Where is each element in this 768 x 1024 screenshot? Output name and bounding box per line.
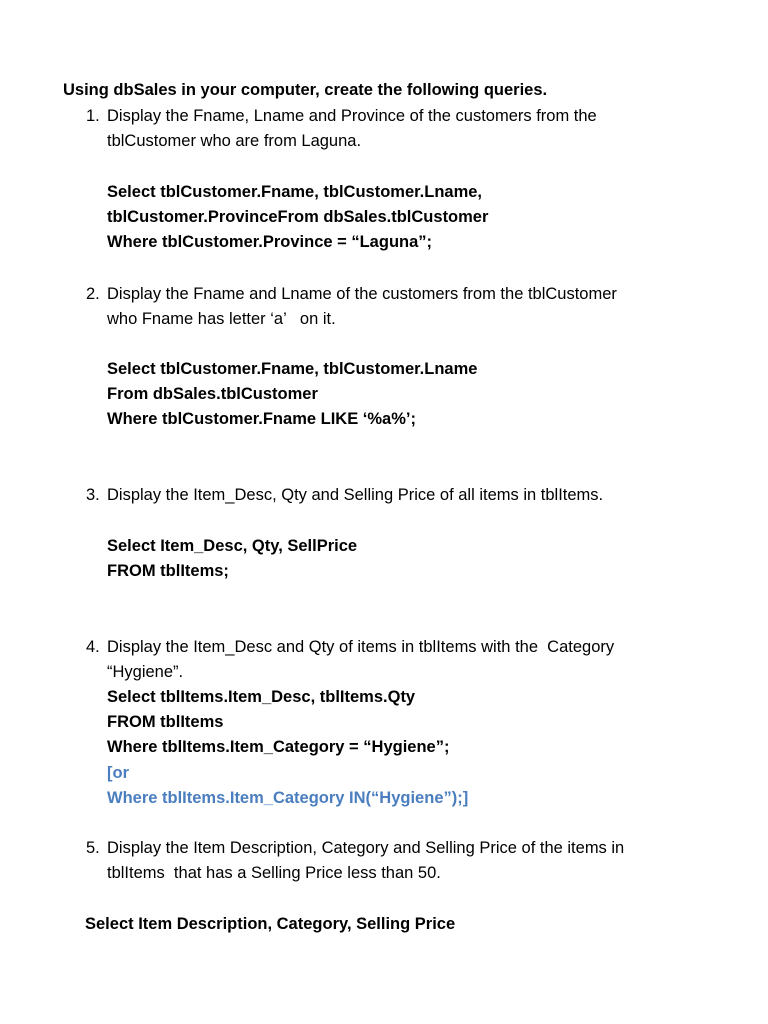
page-heading: Using dbSales in your computer, create the following queries.: [63, 81, 548, 99]
question-1-text-line-1: Display the Fname, Lname and Province of the customers from the: [107, 107, 597, 125]
question-3-sql-line-1: Select Item_Desc, Qty, SellPrice: [107, 537, 358, 555]
question-5-text-line-1: Display the Item Description, Category and Selling Price of the items in: [107, 839, 625, 857]
question-3-number: 3.: [86, 486, 100, 504]
question-4-alt-line-1: [or: [107, 764, 129, 782]
question-2-number: 2.: [86, 285, 100, 303]
question-5-number: 5.: [86, 839, 100, 857]
question-1-sql-line-1: Select tblCustomer.Fname, tblCustomer.Lname,: [107, 183, 483, 201]
question-2-sql-line-1: Select tblCustomer.Fname, tblCustomer.Lname: [107, 360, 478, 378]
question-2-sql-line-2: From dbSales.tblCustomer: [107, 385, 318, 403]
question-2-sql-line-3: Where tblCustomer.Fname LIKE ‘%a%’;: [107, 410, 416, 428]
question-1-text-line-2: tblCustomer who are from Laguna.: [107, 132, 362, 150]
question-2-text-line-2: who Fname has letter ‘a’ on it.: [107, 310, 336, 328]
question-3-sql-line-2: FROM tblItems;: [107, 562, 229, 580]
question-1-sql-line-3: Where tblCustomer.Province = “Laguna”;: [107, 233, 433, 251]
question-4-sql-line-3: Where tblItems.Item_Category = “Hygiene”;: [107, 738, 450, 756]
question-5-text-line-2: tblItems that has a Selling Price less than 50.: [107, 864, 441, 882]
question-4-alt-line-2: Where tblItems.Item_Category IN(“Hygiene”);]: [107, 789, 469, 807]
question-3-text-line-1: Display the Item_Desc, Qty and Selling Price of all items in tblItems.: [107, 486, 604, 504]
question-4-sql-line-2: FROM tblItems: [107, 713, 224, 731]
question-4-number: 4.: [86, 638, 100, 656]
question-4-text-line-1: Display the Item_Desc and Qty of items in tblItems with the Category: [107, 638, 615, 656]
question-5-sql-line-1: Select Item Description, Category, Selling Price: [85, 915, 456, 933]
question-1-sql-line-2: tblCustomer.ProvinceFrom dbSales.tblCustomer: [107, 208, 489, 226]
question-2-text-line-1: Display the Fname and Lname of the customers from the tblCustomer: [107, 285, 617, 303]
question-4-sql-line-1: Select tblItems.Item_Desc, tblItems.Qty: [107, 688, 416, 706]
question-1-number: 1.: [86, 107, 100, 125]
question-4-text-line-2: “Hygiene”.: [107, 663, 184, 681]
